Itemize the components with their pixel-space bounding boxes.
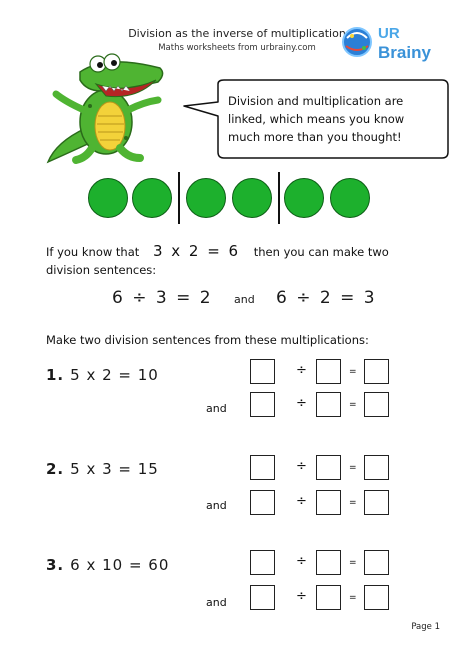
green-circle — [232, 178, 272, 218]
green-circle — [284, 178, 324, 218]
divide-sign: ÷ — [296, 494, 307, 509]
answer-box[interactable] — [316, 455, 341, 480]
answer-box[interactable] — [364, 455, 389, 480]
and-label: and — [206, 499, 227, 512]
equals-sign: = — [349, 400, 357, 410]
grouping-circles — [82, 178, 382, 222]
logo-text-ur: UR — [378, 25, 400, 42]
group-divider — [278, 172, 280, 224]
intro-prefix: If you know that — [46, 245, 140, 259]
green-circle — [132, 178, 172, 218]
intro-text — [46, 242, 426, 279]
intro-suffix: then you can make two division sentences: — [46, 245, 389, 277]
equals-sign: = — [349, 593, 357, 603]
divide-sign: ÷ — [296, 589, 307, 604]
divide-sign: ÷ — [296, 396, 307, 411]
equals-sign: = — [349, 463, 357, 473]
answer-box[interactable] — [316, 490, 341, 515]
question-number: 1. — [46, 366, 65, 384]
logo-text-brainy: Brainy — [378, 43, 431, 62]
page-title: Division as the inverse of multiplication — [128, 27, 346, 40]
and-label: and — [206, 402, 227, 415]
answer-box[interactable] — [316, 550, 341, 575]
equals-sign: = — [349, 558, 357, 568]
and-label: and — [206, 596, 227, 609]
answer-box[interactable] — [316, 585, 341, 610]
answer-box[interactable] — [364, 359, 389, 384]
intro-equation: 3 x 2 = 6 — [152, 242, 241, 260]
divide-sign: ÷ — [296, 459, 307, 474]
equals-sign: = — [349, 367, 357, 377]
answer-box[interactable] — [250, 550, 275, 575]
instructions: Make two division sentences from these multiplications: — [46, 333, 369, 347]
question-1 — [46, 366, 159, 384]
divide-sign: ÷ — [296, 554, 307, 569]
answer-box[interactable] — [250, 490, 275, 515]
question-equation: 5 x 2 = 10 — [70, 366, 159, 384]
example-division-1: 6 ÷ 3 = 2 — [112, 288, 213, 308]
answer-box[interactable] — [316, 359, 341, 384]
question-number: 3. — [46, 556, 65, 574]
equals-sign: = — [349, 498, 357, 508]
page-number: Page 1 — [411, 622, 440, 632]
question-equation: 6 x 10 = 60 — [70, 556, 170, 574]
answer-box[interactable] — [364, 585, 389, 610]
answer-box[interactable] — [250, 392, 275, 417]
question-3 — [46, 556, 169, 574]
page-subtitle: Maths worksheets from urbrainy.com — [158, 43, 316, 53]
answer-box[interactable] — [250, 585, 275, 610]
answer-box[interactable] — [364, 392, 389, 417]
divide-sign: ÷ — [296, 363, 307, 378]
green-circle — [186, 178, 226, 218]
ur-brainy-logo — [340, 18, 436, 64]
group-divider — [178, 172, 180, 224]
answer-box[interactable] — [364, 490, 389, 515]
green-circle — [330, 178, 370, 218]
answer-box[interactable] — [316, 392, 341, 417]
answer-box[interactable] — [364, 550, 389, 575]
green-circle — [88, 178, 128, 218]
example-division-2: 6 ÷ 2 = 3 — [276, 288, 377, 308]
question-equation: 5 x 3 = 15 — [70, 460, 159, 478]
question-number: 2. — [46, 460, 65, 478]
speech-bubble-text: Division and multiplication are linked, which means you know much more than you thought! — [228, 94, 405, 144]
logo-graphic — [340, 18, 436, 64]
crocodile-illustration — [36, 50, 186, 168]
question-2 — [46, 460, 159, 478]
answer-box[interactable] — [250, 359, 275, 384]
answer-box[interactable] — [250, 455, 275, 480]
example-and-label: and — [234, 293, 255, 306]
